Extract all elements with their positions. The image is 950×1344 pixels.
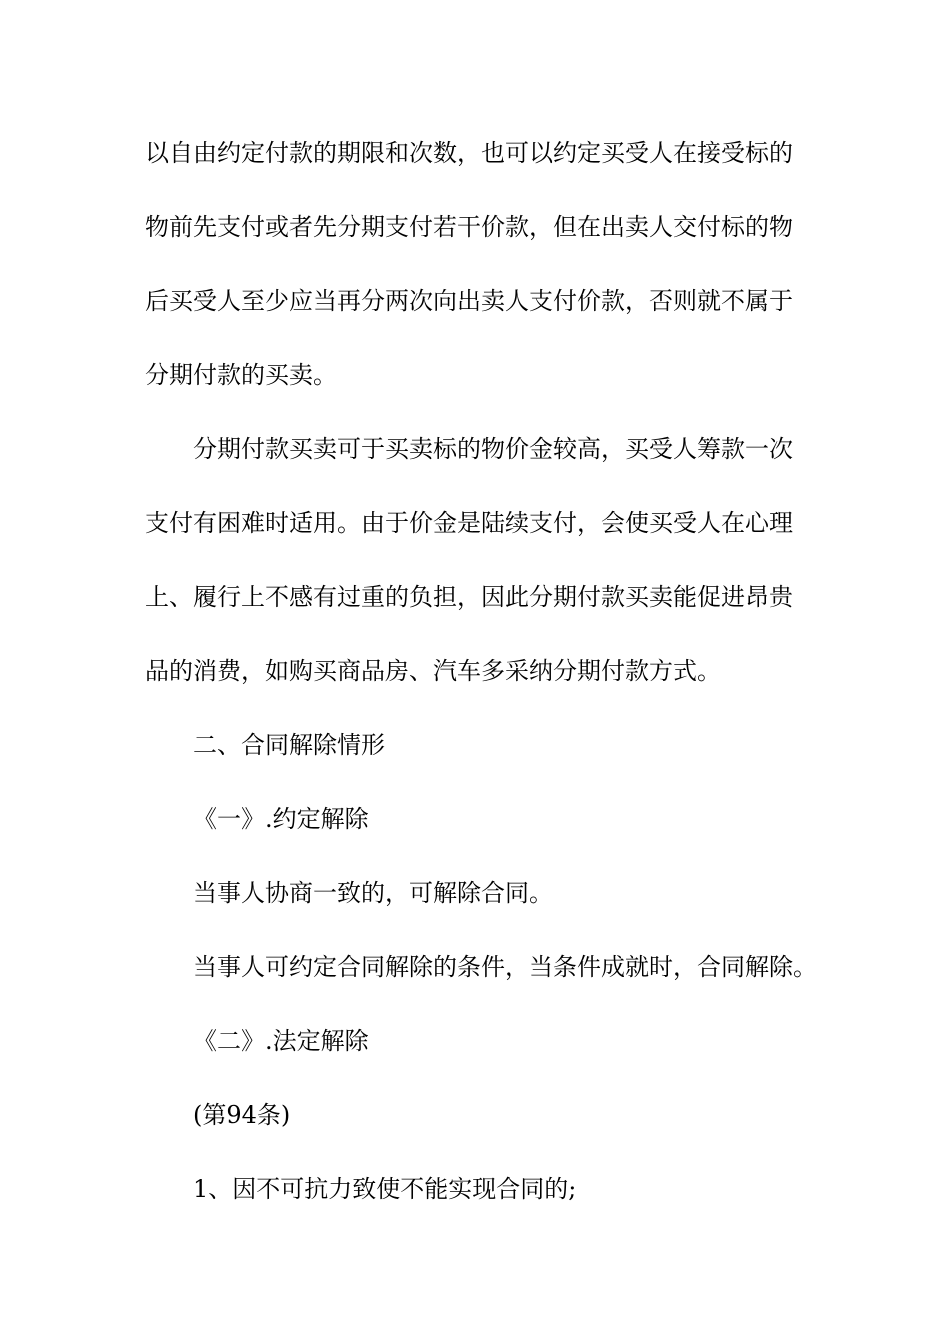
article-reference: (第94条) <box>193 1101 291 1129</box>
text-line: 后买受人至少应当再分两次向出卖人支付价款，否则就不属于 <box>145 287 793 315</box>
clause-item: 1、因不可抗力致使不能实现合同的; <box>193 1175 577 1203</box>
text-line: 分期付款买卖可于买卖标的物价金较高，买受人筹款一次 <box>193 435 793 463</box>
text-line: 当事人可约定合同解除的条件，当条件成就时，合同解除。 <box>193 953 817 981</box>
text-line: 上、履行上不感有过重的负担，因此分期付款买卖能促进昂贵 <box>145 583 793 611</box>
section-heading: 二、合同解除情形 <box>193 731 385 759</box>
text-line: 品的消费，如购买商品房、汽车多采纳分期付款方式。 <box>145 657 721 685</box>
text-line: 物前先支付或者先分期支付若干价款，但在出卖人交付标的物 <box>145 213 793 241</box>
text-line: 分期付款的买卖。 <box>145 361 337 389</box>
text-line: 当事人协商一致的，可解除合同。 <box>193 879 553 907</box>
text-line: 以自由约定付款的期限和次数，也可以约定买受人在接受标的 <box>145 139 793 167</box>
text-line: 支付有困难时适用。由于价金是陆续支付，会使买受人在心理 <box>145 509 793 537</box>
subheading-statutory-termination: 《二》.法定解除 <box>193 1027 369 1055</box>
subheading-agreed-termination: 《一》.约定解除 <box>193 805 369 833</box>
